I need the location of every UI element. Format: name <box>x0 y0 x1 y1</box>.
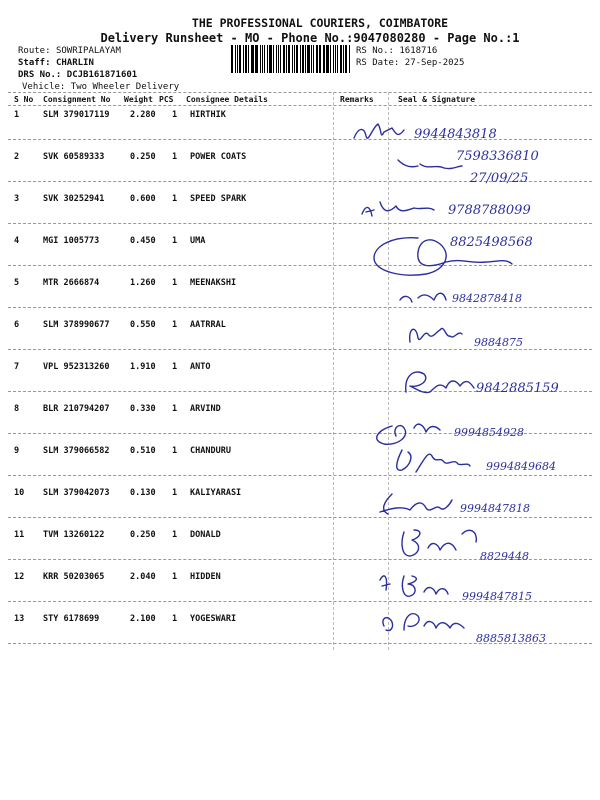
company-title: THE PROFESSIONAL COURIERS, COIMBATORE <box>191 16 449 30</box>
cell-consignee: UMA <box>190 236 206 246</box>
signature-10 <box>380 494 530 515</box>
remarks-divider <box>333 92 334 650</box>
cell-consignee: ARVIND <box>190 404 221 414</box>
signature-6 <box>410 328 523 349</box>
row-divider <box>8 181 592 182</box>
barcode-bar <box>276 45 278 73</box>
cell-consignment: SVK 60589333 <box>43 152 105 162</box>
barcode-bar <box>319 45 320 73</box>
cell-pcs: 1 <box>172 278 178 288</box>
phone-13: 8885813863 <box>476 632 546 645</box>
phone-8: 9994854928 <box>454 426 524 439</box>
runsheet-subtitle: Delivery Runsheet - MO - Phone No.:9047080280 - Page No.:1 <box>100 31 520 45</box>
phone-3: 9788788099 <box>448 203 531 218</box>
col-header-remarks: Remarks <box>340 95 374 104</box>
signature-7 <box>406 372 559 396</box>
barcode-bar <box>335 45 336 73</box>
barcode-bar <box>340 45 342 73</box>
cell-sno: 4 <box>14 236 20 246</box>
rs-no-value: 1618716 <box>399 46 438 56</box>
barcode-bar <box>300 45 301 73</box>
barcode-bar <box>286 45 287 73</box>
cell-consignment: KRR 50203065 <box>43 572 105 582</box>
barcode-bar <box>260 45 261 73</box>
staff-value: CHARLIN <box>55 58 94 68</box>
phone-1: 9944843818 <box>414 127 497 142</box>
barcode-bar <box>283 45 285 73</box>
row-divider <box>8 643 592 644</box>
barcode-bar <box>252 45 254 73</box>
barcode-bar <box>313 45 314 73</box>
header-bottom-rule <box>8 105 592 106</box>
cell-consignment: STY 6178699 <box>43 614 100 624</box>
cell-sno: 11 <box>14 530 25 540</box>
cell-weight: 0.550 <box>130 320 156 330</box>
row-divider <box>8 517 592 518</box>
cell-consignment: SVK 30252941 <box>43 194 105 204</box>
rs-date-label: RS Date: <box>356 58 400 68</box>
drs-value: DCJB161871601 <box>66 70 138 80</box>
barcode-bar <box>349 45 350 73</box>
cell-consignment: MTR 2666874 <box>43 278 100 288</box>
cell-consignment: SLM 379017119 <box>43 110 110 120</box>
col-header-pcs: PCS <box>159 95 174 104</box>
cell-consignee: DONALD <box>190 530 221 540</box>
cell-consignee: ANTO <box>190 362 211 372</box>
row-divider <box>8 307 592 308</box>
cell-consignment: VPL 952313260 <box>43 362 110 372</box>
barcode-bar <box>267 45 268 73</box>
barcode-bar <box>333 45 335 73</box>
cell-consignee: HIRTHIK <box>190 110 226 120</box>
barcode-bar <box>294 45 295 73</box>
barcode-bar <box>307 45 310 73</box>
cell-pcs: 1 <box>172 530 178 540</box>
phone-6: 9884875 <box>474 336 523 349</box>
drs-label: DRS No.: <box>18 70 62 80</box>
cell-weight: 0.600 <box>130 194 156 204</box>
date-2: 27/09/25 <box>470 171 529 186</box>
barcode-bar <box>264 45 266 73</box>
cell-sno: 13 <box>14 614 25 624</box>
cell-weight: 0.450 <box>130 236 156 246</box>
staff-line <box>18 58 94 69</box>
route-label: Route: <box>18 46 51 56</box>
barcode-bar <box>337 45 338 73</box>
signature-9 <box>397 450 556 473</box>
cell-consignment: BLR 210794207 <box>43 404 110 414</box>
cell-weight: 2.040 <box>130 572 156 582</box>
row-divider <box>8 391 592 392</box>
cell-weight: 0.330 <box>130 404 156 414</box>
barcode-bar <box>251 45 252 73</box>
cell-weight: 0.130 <box>130 488 156 498</box>
phone-7: 9842885159 <box>476 381 559 396</box>
barcode-bar <box>239 45 242 73</box>
phone-4: 8825498568 <box>450 235 533 250</box>
cell-pcs: 1 <box>172 446 178 456</box>
phone-5: 9842878418 <box>452 292 522 305</box>
cell-consignment: SLM 379066582 <box>43 446 110 456</box>
barcode-bar <box>288 45 291 73</box>
cell-consignee: SPEED SPARK <box>190 194 247 204</box>
cell-consignment: SLM 378990677 <box>43 320 110 330</box>
barcode-bar <box>243 45 244 73</box>
cell-sno: 12 <box>14 572 25 582</box>
row-divider <box>8 349 592 350</box>
barcode-bar <box>305 45 306 73</box>
cell-consignment: SLM 379042073 <box>43 488 110 498</box>
barcode-bar <box>323 45 325 73</box>
barcode-bar <box>273 45 274 73</box>
cell-sno: 8 <box>14 404 20 414</box>
barcode <box>231 45 351 73</box>
phone-12: 9994847815 <box>462 590 532 603</box>
cell-weight: 0.250 <box>130 530 156 540</box>
cell-consignment: MGI 1005773 <box>43 236 100 246</box>
route-line <box>18 46 121 57</box>
cell-sno: 3 <box>14 194 20 204</box>
row-divider <box>8 139 592 140</box>
rs-number-line <box>356 46 437 56</box>
cell-pcs: 1 <box>172 488 178 498</box>
cell-weight: 2.100 <box>130 614 156 624</box>
cell-sno: 6 <box>14 320 20 330</box>
cell-weight: 1.910 <box>130 362 156 372</box>
cell-consignee: MEENAKSHI <box>190 278 237 288</box>
cell-weight: 0.510 <box>130 446 156 456</box>
barcode-bar <box>326 45 329 73</box>
cell-sno: 1 <box>14 110 20 120</box>
cell-pcs: 1 <box>172 362 178 372</box>
barcode-bar <box>269 45 272 73</box>
header-top-rule <box>8 92 592 93</box>
phone-2: 7598336810 <box>456 149 539 164</box>
col-header-consignment: Consignment No <box>43 95 111 104</box>
seal-divider <box>388 92 389 650</box>
barcode-bar <box>316 45 318 73</box>
signature-4 <box>374 235 533 275</box>
staff-label: Staff: <box>18 58 51 68</box>
row-divider <box>8 265 592 266</box>
col-header-sno: S No <box>14 95 34 104</box>
cell-sno: 9 <box>14 446 20 456</box>
cell-weight: 0.250 <box>130 152 156 162</box>
cell-pcs: 1 <box>172 110 178 120</box>
route-value: SOWRIPALAYAM <box>55 46 121 56</box>
cell-sno: 7 <box>14 362 20 372</box>
phone-10: 9994847818 <box>460 502 530 515</box>
barcode-bar <box>311 45 312 73</box>
col-header-seal: Seal & Signature <box>398 95 476 104</box>
barcode-bar <box>278 45 279 73</box>
cell-pcs: 1 <box>172 404 178 414</box>
barcode-bar <box>302 45 304 73</box>
cell-consignee: YOGESWARI <box>190 614 237 624</box>
phone-9: 9994849684 <box>486 460 556 473</box>
cell-pcs: 1 <box>172 236 178 246</box>
barcode-bar <box>231 45 233 73</box>
cell-pcs: 1 <box>172 152 178 162</box>
barcode-bar <box>345 45 348 73</box>
signature-5 <box>400 292 522 305</box>
cell-pcs: 1 <box>172 614 178 624</box>
cell-consignee: KALIYARASI <box>190 488 242 498</box>
cell-consignee: AATRRAL <box>190 320 226 330</box>
row-divider <box>8 433 592 434</box>
rs-date-value: 27-Sep-2025 <box>404 58 465 68</box>
barcode-bar <box>343 45 344 73</box>
cell-pcs: 1 <box>172 320 178 330</box>
barcode-bar <box>296 45 298 73</box>
col-header-consignee: Consignee Details <box>186 95 268 104</box>
barcode-bar <box>280 45 281 73</box>
barcode-bar <box>262 45 263 73</box>
barcode-bar <box>292 45 293 73</box>
rs-date-line <box>356 58 464 68</box>
signature-8 <box>377 424 524 444</box>
barcode-bar <box>245 45 247 73</box>
cell-consignee: HIDDEN <box>190 572 221 582</box>
barcode-bar <box>248 45 249 73</box>
barcode-bar <box>235 45 236 73</box>
rs-no-label: RS No.: <box>356 46 394 56</box>
barcode-bar <box>237 45 238 73</box>
drs-line <box>18 70 137 81</box>
row-divider <box>8 559 592 560</box>
cell-sno: 10 <box>14 488 25 498</box>
col-header-weight: Weight <box>124 95 153 104</box>
cell-pcs: 1 <box>172 194 178 204</box>
cell-consignee: POWER COATS <box>190 152 247 162</box>
row-divider <box>8 601 592 602</box>
vehicle-label: Vehicle: <box>22 82 66 92</box>
cell-sno: 2 <box>14 152 20 162</box>
row-divider <box>8 475 592 476</box>
row-divider <box>8 223 592 224</box>
cell-weight: 2.280 <box>130 110 156 120</box>
cell-sno: 5 <box>14 278 20 288</box>
cell-weight: 1.260 <box>130 278 156 288</box>
barcode-bar <box>255 45 258 73</box>
signature-13 <box>383 614 546 645</box>
cell-consignee: CHANDURU <box>190 446 231 456</box>
phone-11: 8829448 <box>480 550 529 563</box>
cell-consignment: TVM 13260122 <box>43 530 105 540</box>
vehicle-value: Two Wheeler Delivery <box>70 82 180 92</box>
barcode-bar <box>320 45 321 73</box>
cell-pcs: 1 <box>172 572 178 582</box>
signature-12 <box>380 576 532 603</box>
barcode-bar <box>330 45 331 73</box>
